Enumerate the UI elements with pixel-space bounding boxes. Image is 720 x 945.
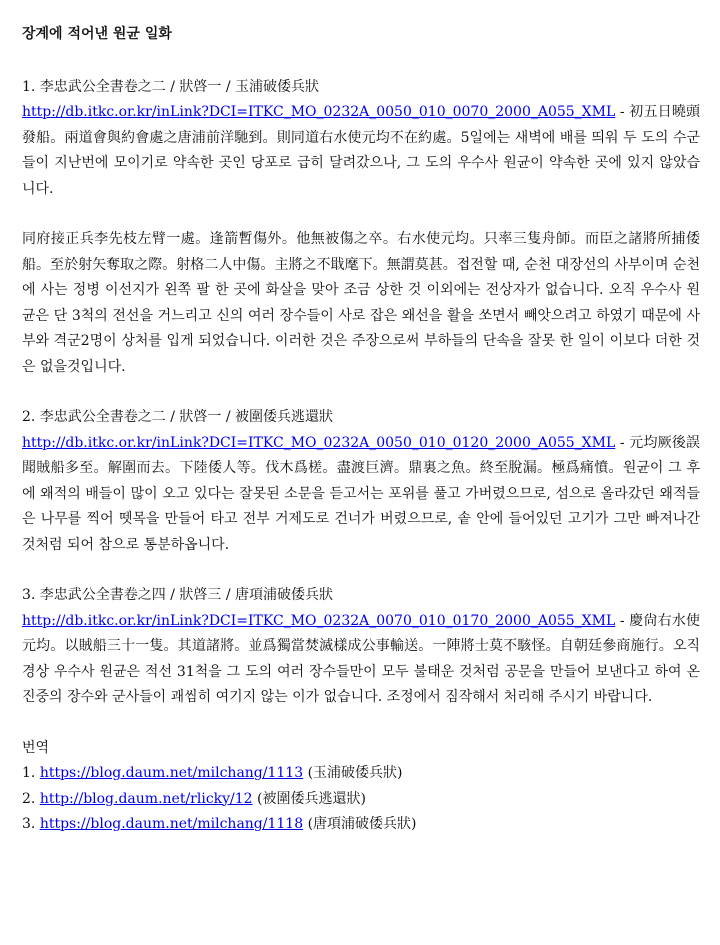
reference-link[interactable]: http://blog.daum.net/rlicky/12 [39, 790, 253, 807]
reference-note: (玉浦破倭兵狀) [303, 765, 403, 781]
section-text: - 元均厥後誤聞賊船多至。解圍而去。下陸倭人等。伐木爲槎。盡渡巨濟。鼎裏之魚。終至脫漏。極爲痛憤。원균이 그 후에 왜적의 배들이 많이 오고 있다는 잘못된 소문을 듣고서는 포위를 풀고 가버렸으므로, 섬으로 올라갔던 왜적들은 나무를 찍어 뗏목을 만들어 타고 전부 거제도로 건너가 버렸으므로, 솥 안에 들어있던 고기가 그만 빠져나간 것처럼 되어 참으로 통분하옵니다. [22, 434, 700, 553]
reference-number: 3. [22, 816, 40, 832]
reference-note: (被圍倭兵逃還狀) [252, 790, 366, 807]
reference-item [22, 787, 700, 813]
section-body [22, 100, 700, 202]
paragraph-gap [22, 202, 700, 227]
section-1 [22, 75, 700, 381]
reference-note: (唐項浦破倭兵狀) [303, 816, 417, 832]
translation-references [22, 736, 700, 838]
section-heading: 2. 李忠武公全書卷之二 / 狀啓一 / 被圍倭兵逃還狀 [22, 409, 334, 425]
section-body [22, 431, 700, 559]
section-heading: 3. 李忠武公全書卷之四 / 狀啓三 / 唐項浦破倭兵狀 [22, 587, 334, 603]
source-link[interactable]: http://db.itkc.or.kr/inLink?DCI=ITKC_MO_0232A_0050_010_0120_2000_A055_XML [22, 434, 616, 451]
section-heading: 1. 李忠武公全書卷之二 / 狀啓一 / 玉浦破倭兵狀 [22, 78, 320, 95]
reference-link[interactable]: https://blog.daum.net/milchang/1113 [39, 765, 304, 781]
reference-number: 1. [22, 765, 40, 781]
source-link[interactable]: http://db.itkc.or.kr/inLink?DCI=ITKC_MO_0232A_0050_010_0070_2000_A055_XML [22, 104, 616, 120]
section-body-continued: 同府接正兵李先枝左臂一處。逢箭暫傷外。他無被傷之卒。右水使元均。只率三隻舟師。而臣之諸將所捕倭船。至於射矢奪取之際。射格二人中傷。主將之不戢麾下。無謂莫甚。접전할 때, 순천 대장선의 사부이며 순천에 사는 정병 이선지가 왼쪽 팔 한 곳에 화살을 맞아 조금 상한 것 이외에는 전상자가 없습니다. 오직 우수사 원균은 단 3척의 전선을 거느리고 신의 여러 장수들이 사로 잡은 왜선을 활을 쏘면서 빼앗으려고 하였기 때문에 사부와 격군2명이 상처를 입게 되었습니다. 이러한 것은 주장으로써 부하들의 단속을 잘못 한 일이 이보다 더한 것은 없을것입니다. [22, 231, 700, 375]
source-link[interactable]: http://db.itkc.or.kr/inLink?DCI=ITKC_MO_0232A_0070_010_0170_2000_A055_XML [22, 612, 616, 629]
section-text: - 初五日曉頭發船。兩道會與約會處之唐浦前洋馳到。則同道右水使元均不在約處。5일에는 새벽에 배를 띄워 두 도의 수군들이 지난번에 모이기로 약속한 곳인 당포로 급히 달려갔으나, 그 도의 우수사 원균이 약속한 곳에 있지 않았습니다. [22, 104, 700, 197]
reference-item [22, 761, 700, 787]
section-2 [22, 405, 700, 558]
section-3 [22, 583, 700, 711]
references-label: 번역 [22, 739, 50, 756]
section-text: - 慶尙右水使元均。以賊船三十一隻。其道諸將。並爲獨當焚滅樣成公事輸送。一陣將士莫不駭怪。自朝廷參商施行。오직 경상 우수사 원균은 적선 31척을 그 도의 여러 장수들만이 모두 불태운 것처럼 공문을 만들어 보낸다고 하여 온 진중의 장수와 군사들이 괘씸히 여기지 않는 이가 없습니다. 조정에서 짐작해서 처리해 주시기 바랍니다. [22, 612, 700, 705]
reference-number: 2. [22, 790, 40, 807]
page-title: 장계에 적어낸 원균 일화 [22, 26, 172, 42]
reference-item [22, 812, 700, 838]
section-body [22, 609, 700, 711]
reference-link[interactable]: https://blog.daum.net/milchang/1118 [39, 816, 304, 832]
